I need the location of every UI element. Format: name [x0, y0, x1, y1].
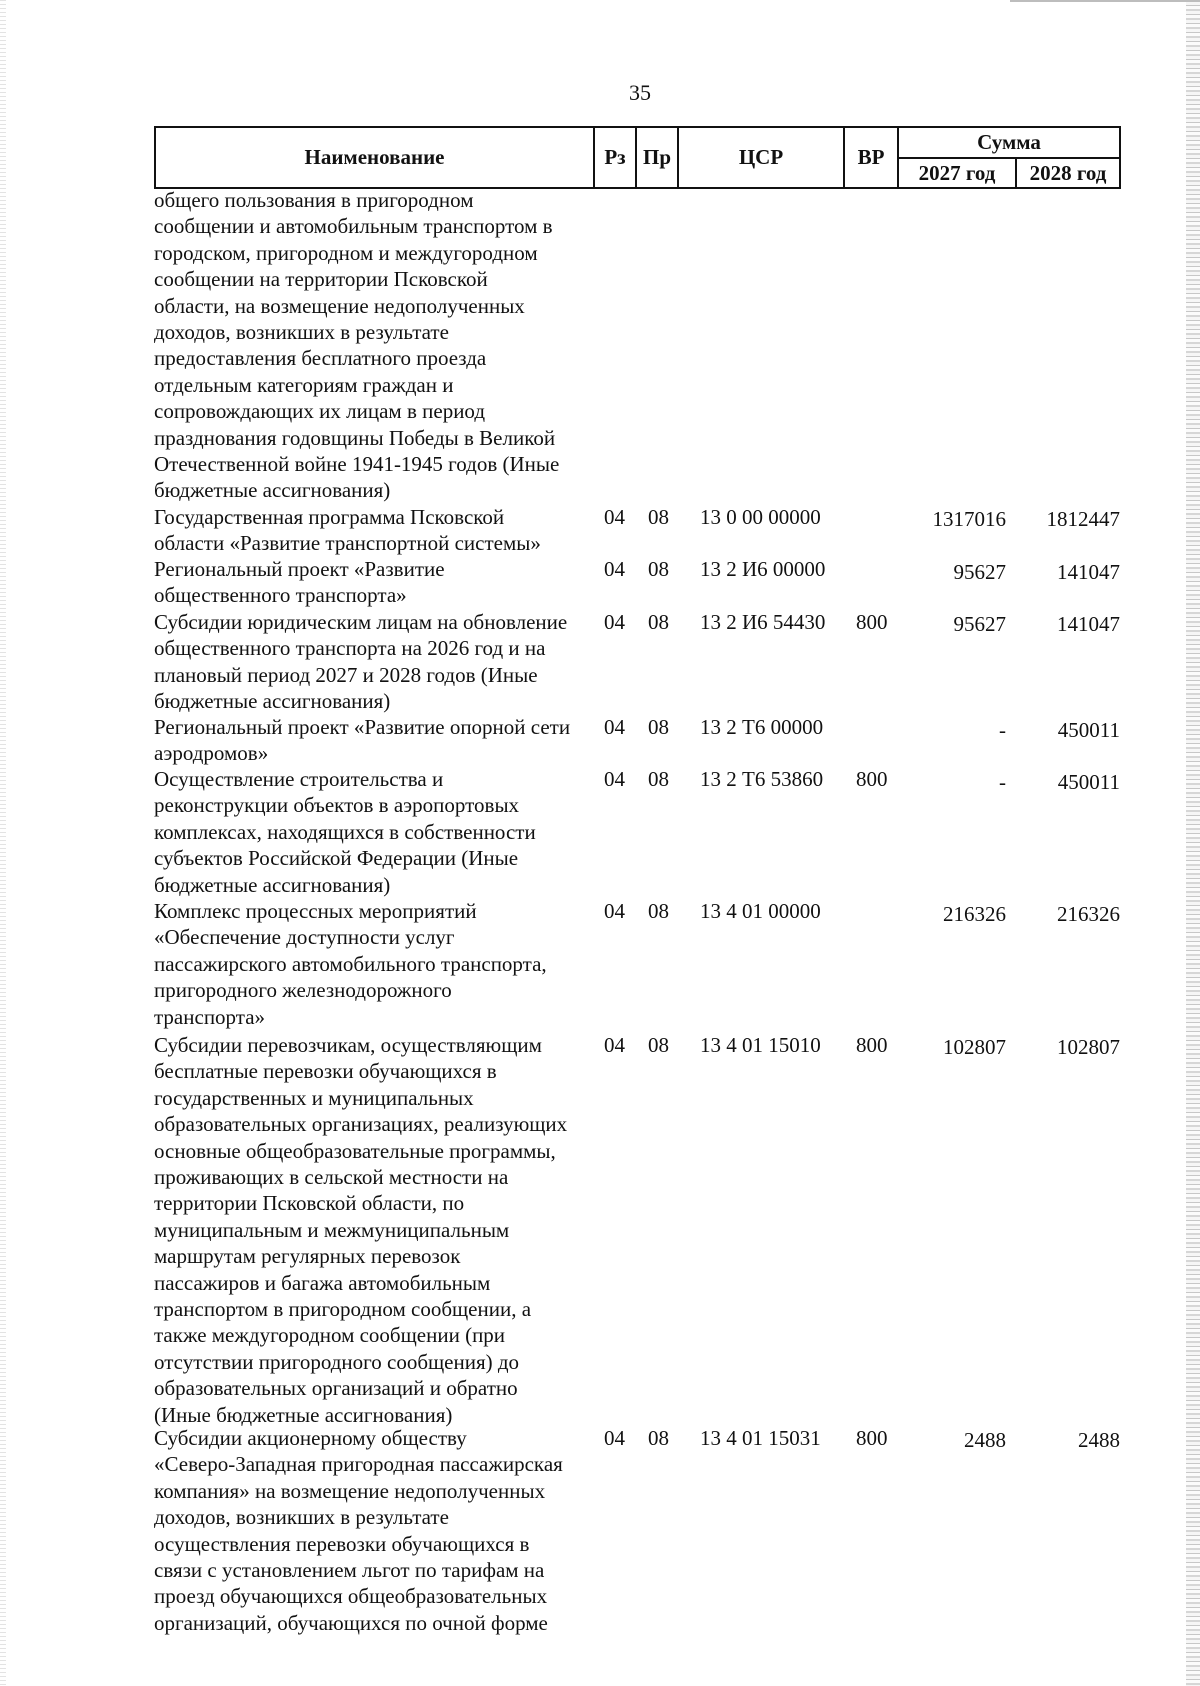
row-rz: 04: [604, 1033, 625, 1057]
row-rz: 04: [604, 767, 625, 791]
header-2027: 2027 год: [898, 158, 1016, 188]
row-rz: 04: [604, 557, 625, 581]
row-sum-2028: 2488: [1078, 1428, 1120, 1452]
row-pr: 08: [648, 715, 669, 739]
row-csr: 13 4 01 15010: [700, 1033, 821, 1057]
row-csr: 13 2 Т6 00000: [700, 715, 824, 739]
row-vr: 800: [856, 1426, 888, 1450]
row-pr: 08: [648, 767, 669, 791]
row-rz: 04: [604, 610, 625, 634]
header-csr: ЦСР: [678, 127, 844, 188]
row-name: Региональный проект «Развитие опорной сети аэродромов»: [154, 715, 571, 766]
row-name: Субсидии юридическим лицам на обновление общественного транспорта на 2026 год и на плановый период 2027 и 2028 годов (Иные бюджетные ассигнования): [154, 610, 568, 714]
row-pr: 08: [648, 557, 669, 581]
row-sum-2028: 141047: [1057, 560, 1120, 584]
row-sum-2028: 102807: [1057, 1035, 1120, 1059]
row-sum-2027: -: [999, 770, 1006, 794]
row-sum-2027: 2488: [964, 1428, 1006, 1452]
row-name: Субсидии акционерному обществу «Северо-Западная пригородная пассажирская компания» на возмещение недополученных доходов, возникших в результате осуществления перевозки обучающихся в связи с установлением льгот по тарифам на проезд обучающихся общеобразовательных организаций, обучающихся по очной форме: [154, 1426, 563, 1635]
row-sum-2027: 1317016: [932, 507, 1006, 531]
header-sum: Сумма: [898, 127, 1120, 158]
row-csr: 13 2 Т6 53860: [700, 767, 824, 791]
header-pr: Пр: [636, 127, 678, 188]
row-sum-2027: 95627: [953, 612, 1006, 636]
row-name: Осуществление строительства и реконструкции объектов в аэропортовых комплексах, находящихся в собственности субъектов Российской Федерации (Иные бюджетные ассигнования): [154, 767, 536, 897]
row-sum-2028: 450011: [1057, 718, 1120, 742]
row-name: Региональный проект «Развитие общественного транспорта»: [154, 557, 445, 608]
header-2028: 2028 год: [1016, 158, 1120, 188]
row-sum-2028: 216326: [1057, 902, 1120, 926]
row-csr: 13 2 И6 54430: [700, 610, 826, 634]
row-csr: 13 0 00 00000: [700, 505, 821, 529]
row-name: Государственная программа Псковской области «Развитие транспортной системы»: [154, 505, 541, 556]
row-pr: 08: [648, 1426, 669, 1450]
row-pr: 08: [648, 899, 669, 923]
row-sum-2027: 102807: [943, 1035, 1006, 1059]
row-name: Комплекс процессных мероприятий «Обеспечение доступности услуг пассажирского автомобильного транспорта, пригородного железнодорожного транспорта»: [154, 899, 547, 1029]
row-name: общего пользования в пригородном сообщении и автомобильным транспортом в городском, пригородном и междугородном сообщении на территории Псковской области, на возмещение недополученных доходов, возникших в результате предоставления бесплатного проезда отдельным категориям граждан и сопровождающих их лицам в период празднования годовщины Победы в Великой Отечественной войне 1941-1945 годов (Иные бюджетные ассигнования): [154, 188, 560, 503]
row-vr: 800: [856, 610, 888, 634]
row-csr: 13 4 01 15031: [700, 1426, 821, 1450]
row-sum-2027: 95627: [953, 560, 1006, 584]
row-sum-2028: 1812447: [1046, 507, 1120, 531]
row-rz: 04: [604, 715, 625, 739]
row-vr: 800: [856, 1033, 888, 1057]
row-sum-2028: 141047: [1057, 612, 1120, 636]
row-pr: 08: [648, 1033, 669, 1057]
header-name: Наименование: [155, 127, 594, 188]
row-pr: 08: [648, 505, 669, 529]
row-sum-2028: 450011: [1057, 770, 1120, 794]
row-vr: 800: [856, 767, 888, 791]
header-vr: ВР: [844, 127, 898, 188]
row-rz: 04: [604, 899, 625, 923]
header-rz: Рз: [594, 127, 636, 188]
row-rz: 04: [604, 1426, 625, 1450]
row-csr: 13 4 01 00000: [700, 899, 821, 923]
row-sum-2027: 216326: [943, 902, 1006, 926]
row-rz: 04: [604, 505, 625, 529]
row-name: Субсидии перевозчикам, осуществляющим бесплатные перевозки обучающихся в государственных и муниципальных образовательных организациях, реализующих основные общеобразовательные программы, проживающих в сельской местности на территории Псковской области, по муниципальным и межмуниципальным маршрутам регулярных перевозок пассажиров и багажа автомобильным транспортом в пригородном сообщении, а также междугородном сообщении (при отсутствии пригородного сообщения) до образовательных организаций и обратно (Иные бюджетные ассигнования): [154, 1033, 568, 1427]
row-csr: 13 2 И6 00000: [700, 557, 826, 581]
page-number: 35: [629, 80, 651, 105]
row-pr: 08: [648, 610, 669, 634]
row-sum-2027: -: [999, 718, 1006, 742]
